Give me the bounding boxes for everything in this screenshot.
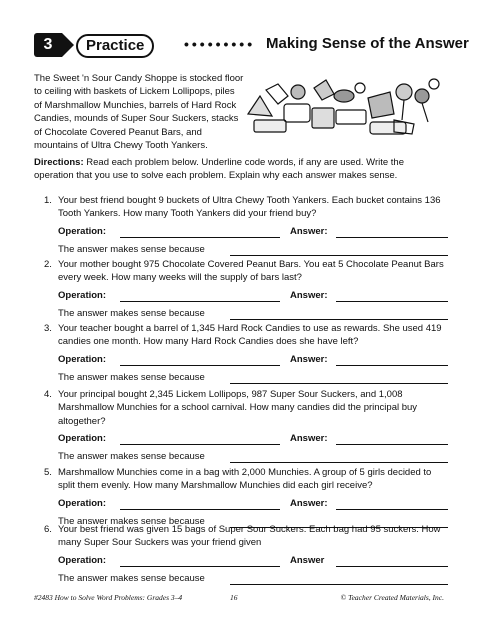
answer-label: Answer: [290, 225, 328, 237]
operation-blank[interactable] [120, 444, 280, 445]
footer-copyright: © Teacher Created Materials, Inc. [340, 593, 444, 602]
operation-label: Operation: [58, 433, 107, 445]
problem-1 [44, 194, 444, 257]
answer-label: Answer: [290, 353, 328, 365]
problem-text: Your best friend bought 9 buckets of Ultra Chewy Tooth Yankers. Each bucket contains 136 Tooth Yankers. How many Tooth Yankers did your friend buy? [58, 195, 441, 220]
problem-number: 6. [44, 524, 52, 535]
problem-5 [44, 466, 444, 529]
sense-blank[interactable] [230, 255, 448, 256]
operation-label: Operation: [58, 497, 107, 509]
operation-blank[interactable] [120, 566, 280, 567]
operation-label: Operation: [58, 289, 107, 301]
answer-blank[interactable] [336, 444, 448, 445]
problem-number: 1. [44, 195, 52, 206]
problem-text: Your mother bought 975 Chocolate Covered Peanut Bars. You eat 5 Chocolate Peanut Bars every week. How many weeks will the supply of bars last? [58, 259, 444, 284]
answer-blank[interactable] [336, 365, 448, 366]
page-title: Making Sense of the Answer [266, 35, 469, 52]
answer-blank[interactable] [336, 301, 448, 302]
directions [34, 156, 444, 183]
sense-label: The answer makes sense because [58, 451, 205, 463]
sense-blank[interactable] [230, 584, 448, 585]
sense-blank[interactable] [230, 383, 448, 384]
footer-book-title: #2483 How to Solve Word Problems: Grades 3–4 [34, 593, 183, 602]
answer-blank[interactable] [336, 509, 448, 510]
intro-paragraph: The Sweet 'n Sour Candy Shoppe is stocked floor to ceiling with baskets of Lickem Lollipops, piles of Marshmallow Munchies, barrels of Hard Rock Candies, mounds of Super Sour Suckers, stacks of Chocolate Covered Peanut Bars, and mountains of Ultra Chewy Tooth Yankers. [34, 73, 244, 152]
answer-blank[interactable] [336, 237, 448, 238]
operation-label: Operation: [58, 353, 107, 365]
lesson-number: 3 [34, 33, 62, 57]
sense-label: The answer makes sense because [58, 307, 205, 319]
problem-number: 5. [44, 467, 52, 478]
page-number: 16 [230, 593, 238, 602]
problem-text: Your best friend was given 15 bags of Super Sour Suckers. Each bag had 95 suckers. How many Super Sour Suckers was your friend given [58, 524, 441, 549]
sense-label: The answer makes sense because [58, 572, 205, 584]
header-dots: ••••••••• [184, 36, 256, 52]
operation-label: Operation: [58, 225, 107, 237]
answer-label: Answer: [290, 289, 328, 301]
problem-2 [44, 258, 444, 321]
answer-label: Answer [290, 554, 325, 566]
practice-tag: Practice [76, 34, 154, 58]
answer-label: Answer: [290, 433, 328, 445]
page-footer [34, 593, 444, 605]
sense-blank[interactable] [230, 462, 448, 463]
answer-blank[interactable] [336, 566, 448, 567]
directions-label: Directions: [34, 157, 84, 168]
problem-text: Your teacher bought a barrel of 1,345 Hard Rock Candies to use as rewards. She used 419 candies one month. How many Hard Rock Candies does she have left? [58, 323, 442, 348]
worksheet-header [34, 33, 469, 57]
problem-4 [44, 388, 444, 464]
sense-label: The answer makes sense because [58, 371, 205, 383]
problem-6 [44, 523, 444, 586]
operation-blank[interactable] [120, 301, 280, 302]
operation-blank[interactable] [120, 237, 280, 238]
problem-3 [44, 322, 444, 385]
sense-label: The answer makes sense because [58, 515, 205, 527]
problem-text: Marshmallow Munchies come in a bag with 2,000 Munchies. A group of 5 girls decided to split them evenly. How many Marshmallow Munchies did each girl receive? [58, 467, 432, 492]
directions-text: Read each problem below. Underline code words, if any are used. Write the operation that you use to solve each problem. Explain why each answer makes sense. [34, 157, 404, 182]
answer-label: Answer: [290, 497, 328, 509]
problem-number: 2. [44, 259, 52, 270]
operation-blank[interactable] [120, 509, 280, 510]
problem-number: 3. [44, 323, 52, 334]
problem-text: Your principal bought 2,345 Lickem Lollipops, 987 Super Sour Suckers, and 1,008 Marshmallow Munchies for a school carnival. How many candies did the principal buy altogether? [58, 389, 418, 427]
problem-number: 4. [44, 389, 52, 400]
sense-blank[interactable] [230, 319, 448, 320]
operation-label: Operation: [58, 554, 107, 566]
sense-label: The answer makes sense because [58, 243, 205, 255]
candy-illustration-icon [244, 74, 444, 140]
arrow-icon [62, 33, 74, 57]
operation-blank[interactable] [120, 365, 280, 366]
